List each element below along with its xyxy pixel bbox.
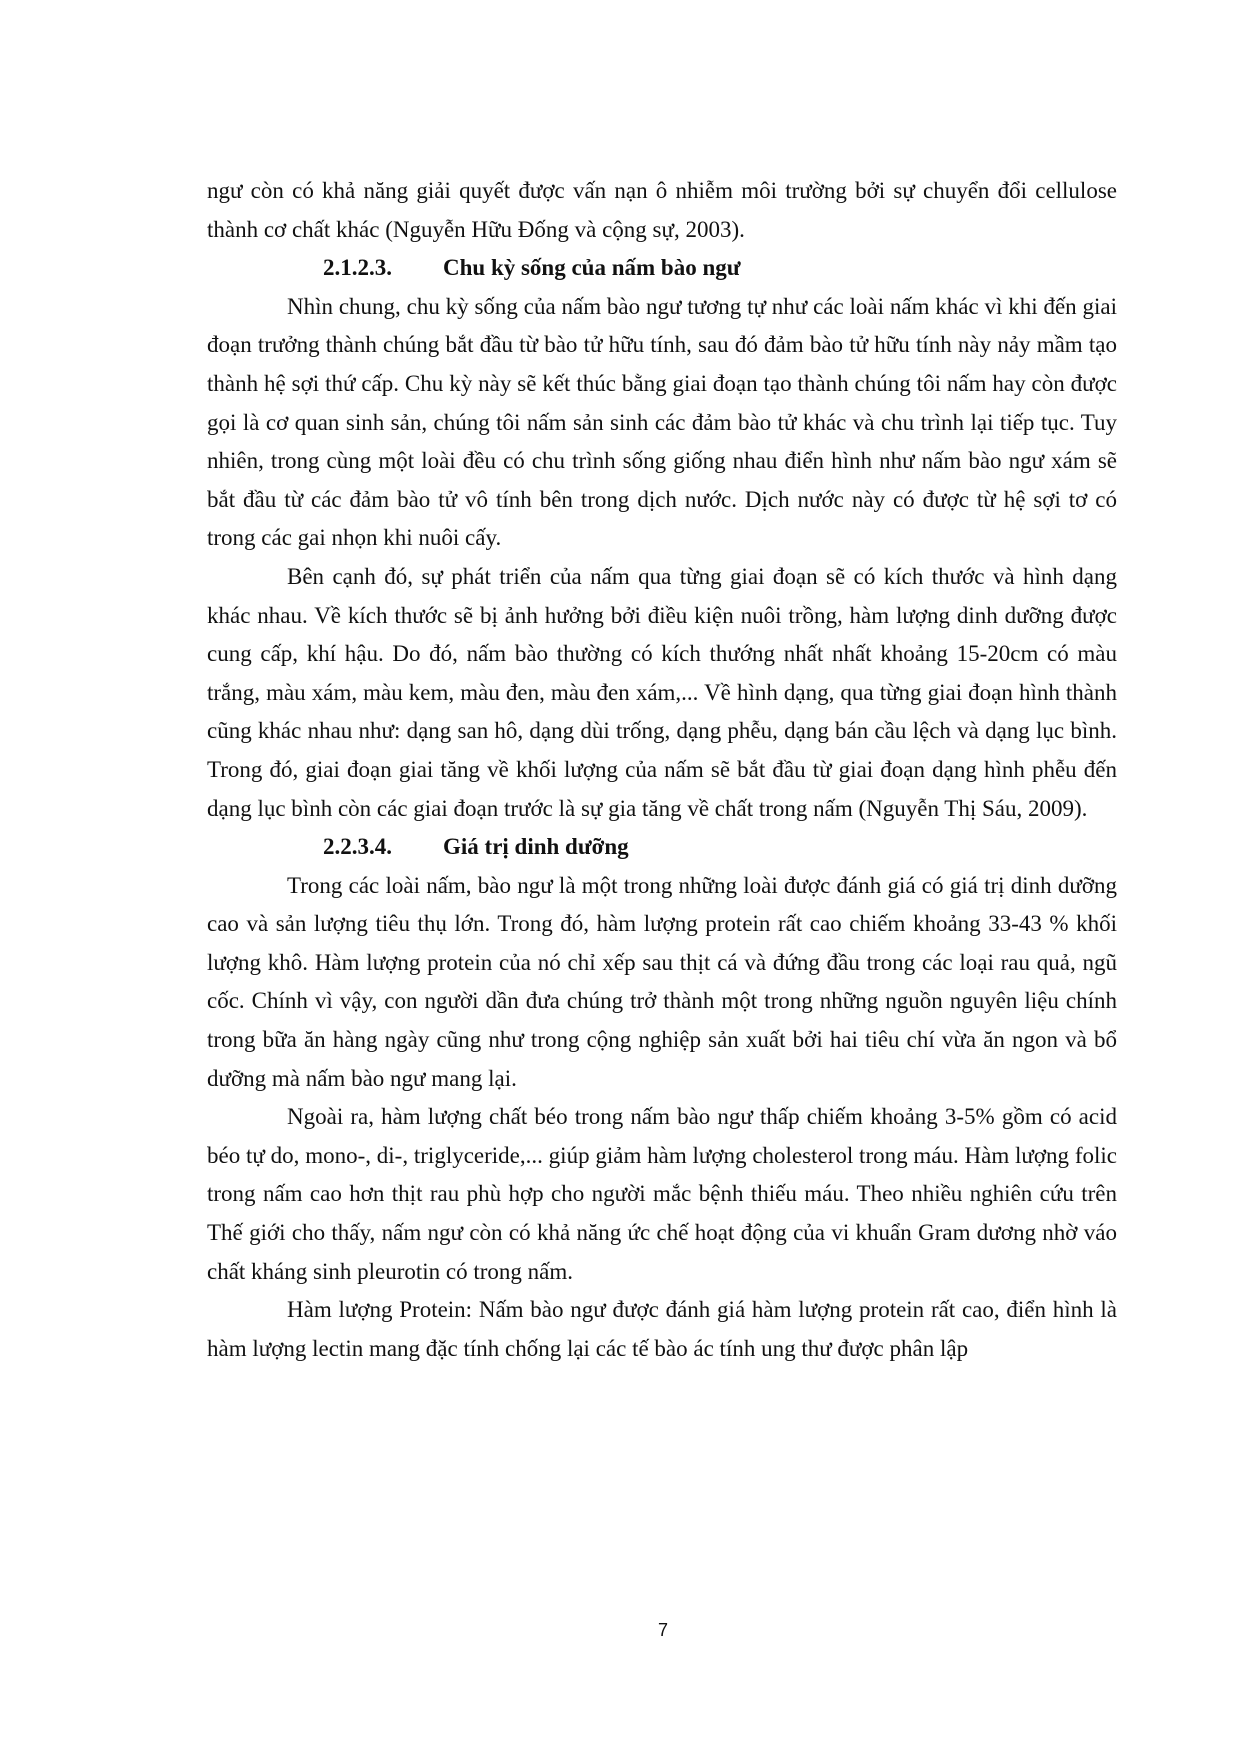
paragraph-protein-content: Hàm lượng Protein: Nấm bào ngư được đánh giá hàm lượng protein rất cao, điển hình là hàm lượng lectin mang đặc tính chống lại các tế bào ác tính ung thư được phân lập xyxy=(207,1297,1117,1361)
section-number: 2.1.2.3. xyxy=(323,255,392,281)
section-number: 2.2.3.4. xyxy=(323,834,392,860)
paragraph-nutrition-value: Trong các loài nấm, bào ngư là một trong những loài được đánh giá có giá trị dinh dưỡng cao và sản lượng tiêu thụ lớn. Trong đó, hàm lượng protein rất cao chiếm khoảng 33-43 % khối lượng khô. Hàm lượng protein của nó chỉ xếp sau thịt cá và đứng đầu trong các loại rau quả, ngũ cốc. Chính vì vậy, con người dần đưa chúng trở thành một trong những nguồn nguyên liệu chính trong bữa ăn hàng ngày cũng như trong cộng nghiệp sản xuất bởi hai tiêu chí vừa ăn ngon và bổ dưỡng mà nấm bào ngư mang lại. xyxy=(207,872,1117,1091)
section-title: Chu kỳ sống của nấm bào ngư xyxy=(443,255,741,281)
page-number: 7 xyxy=(657,1620,668,1640)
section-heading-life-cycle xyxy=(207,249,1117,288)
paragraph-growth-stages: Bên cạnh đó, sự phát triển của nấm qua từng giai đoạn sẽ có kích thước và hình dạng khác nhau. Về kích thước sẽ bị ảnh hưởng bởi điều kiện nuôi trồng, hàm lượng dinh dưỡng được cung cấp, khí hậu. Do đó, nấm bào thường có kích thướng nhất nhất khoảng 15-20cm có màu trắng, màu xám, màu kem, màu đen, màu đen xám,... Về hình dạng, qua từng giai đoạn hình thành cũng khác nhau như: dạng san hô, dạng dùi trống, dạng phễu, dạng bán cầu lệch và dạng lục bình. Trong đó, giai đoạn giai tăng về khối lượng của nấm sẽ bắt đầu từ giai đoạn dạng hình phễu đến dạng lục bình còn các giai đoạn trước là sự gia tăng về chất trong nấm (Nguyễn Thị Sáu, 2009). xyxy=(207,563,1117,821)
section-heading-nutrition xyxy=(207,828,1117,867)
document-page xyxy=(207,172,1117,1368)
section-title: Giá trị dinh dưỡng xyxy=(443,834,629,860)
paragraph-life-cycle: Nhìn chung, chu kỳ sống của nấm bào ngư tương tự như các loài nấm khác vì khi đến giai đoạn trưởng thành chúng bắt đầu từ bào tử hữu tính, sau đó đảm bào tử hữu tính này nảy mầm tạo thành hệ sợi thứ cấp. Chu kỳ này sẽ kết thúc bằng giai đoạn tạo thành chúng tôi nấm hay còn được gọi là cơ quan sinh sản, chúng tôi nấm sản sinh các đảm bào tử khác và chu trình lại tiếp tục. Tuy nhiên, trong cùng một loài đều có chu trình sống giống nhau điển hình như nấm bào ngư xám sẽ bắt đầu từ các đảm bào tử vô tính bên trong dịch nước. Dịch nước này có được từ hệ sợi tơ có trong các gai nhọn khi nuôi cấy. xyxy=(207,293,1117,551)
paragraph-continuation: ngư còn có khả năng giải quyết được vấn nạn ô nhiễm môi trường bởi sự chuyển đổi cellulose thành cơ chất khác (Nguyễn Hữu Đống và cộng sự, 2003). xyxy=(207,178,1117,242)
paragraph-fat-content: Ngoài ra, hàm lượng chất béo trong nấm bào ngư thấp chiếm khoảng 3-5% gồm có acid béo tự do, mono-, di-, triglyceride,... giúp giảm hàm lượng cholesterol trong máu. Hàm lượng folic trong nấm cao hơn thịt rau phù hợp cho người mắc bệnh thiếu máu. Theo nhiều nghiên cứu trên Thế giới cho thấy, nấm ngư còn có khả năng ức chế hoạt động của vi khuẩn Gram dương nhờ váo chất kháng sinh pleurotin có trong nấm. xyxy=(207,1104,1117,1284)
